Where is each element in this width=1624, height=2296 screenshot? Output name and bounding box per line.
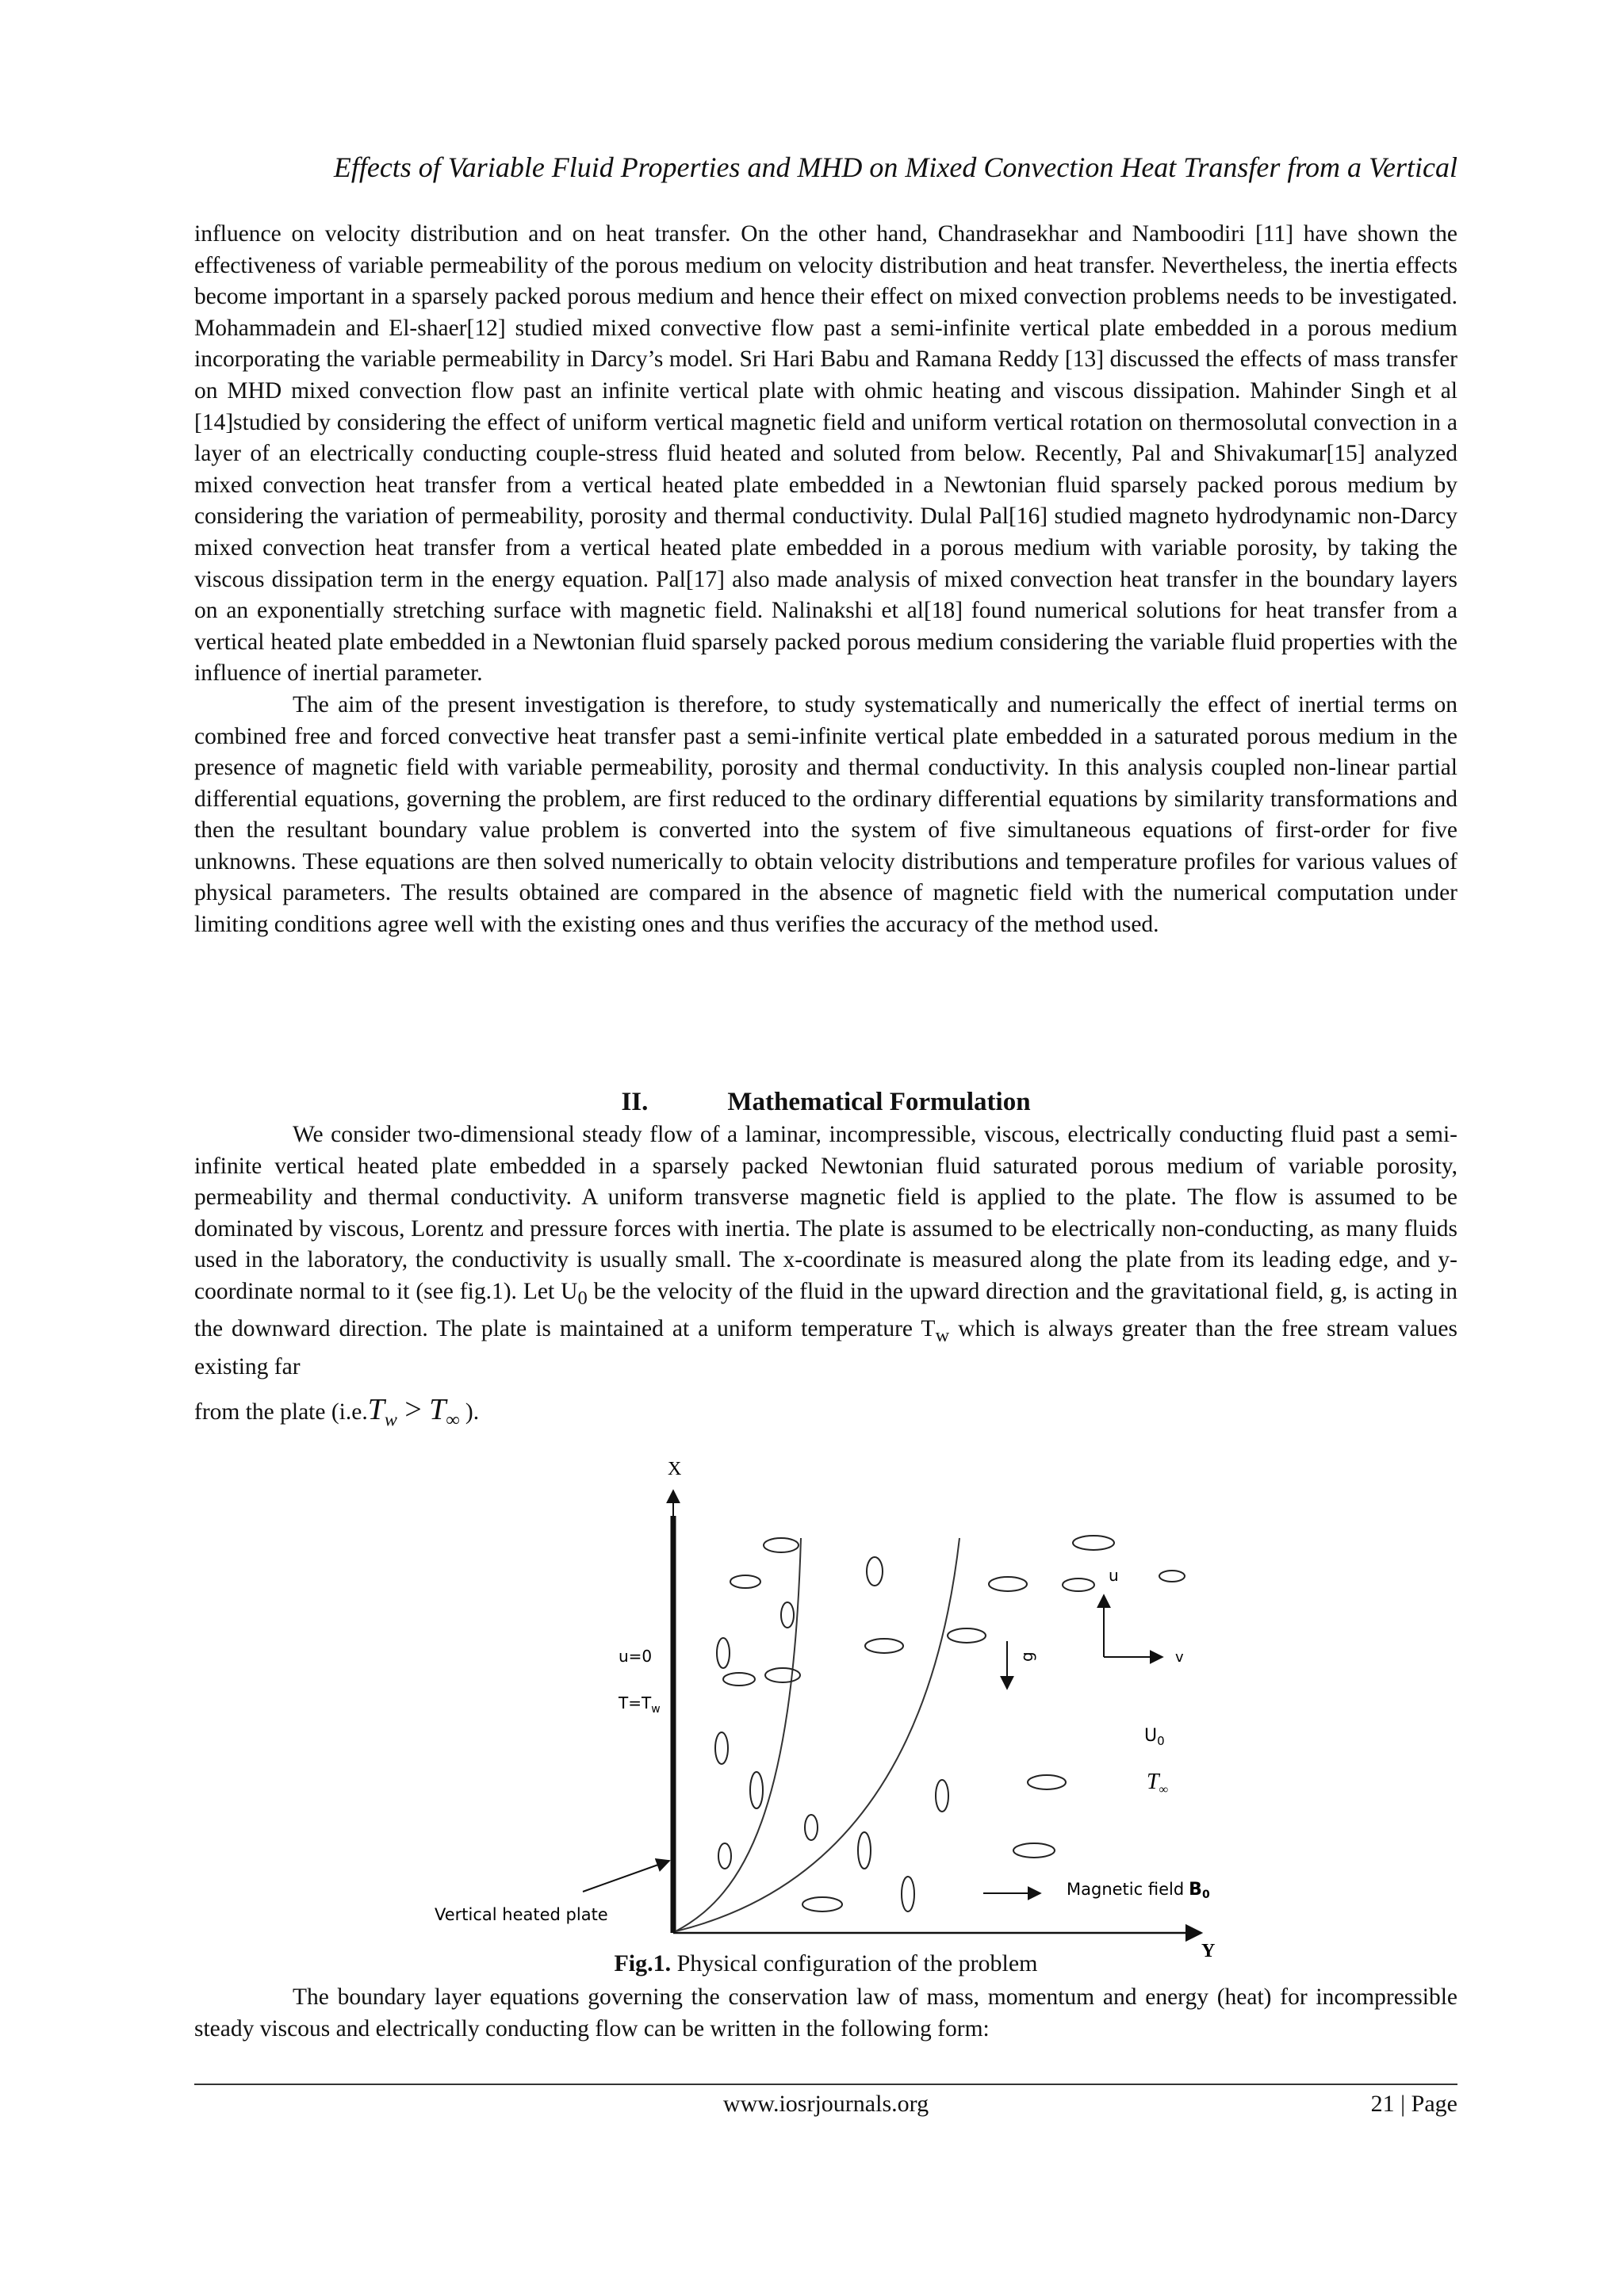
u-label: u [1109,1566,1119,1585]
paragraph-literature-review: influence on velocity distribution and on heat transfer. On the other hand, Chandrasekhar and Namboodiri [11] have shown the effectiveness of variable permeability of the porous medium on velocity distribution and heat transfer. Nevertheless, the inertia effects become important in a sparsely packed porous medium and hence their effect on mixed convection problems needs to be investigated. Mohammadein and El-shaer[12] studied mixed convective flow past a semi-infinite vertical plate embedded in a porous medium incorporating the variable permeability in Darcy’s model. Sri Hari Babu and Ramana Reddy [13] discussed the effects of mass transfer on MHD mixed convection flow past an infinite vertical plate with ohmic heating and viscous dissipation. Mahinder Singh et al [14]studied by considering the effect of uniform vertical magnetic field and uniform vertical rotation on thermosolutal convection in a layer of an electrically conducting couple-stress fluid heated and soluted from below. Recently, Pal and Shivakumar[15] analyzed mixed convection heat transfer from a vertical heated plate embedded in a Newtonian fluid sparsely packed porous medium by considering the variation of permeability, porosity and thermal conductivity. Dulal Pal[16] studied magneto hydrodynamic non-Darcy mixed convection heat transfer from a vertical heated plate embedded in a porous medium with variable porosity, by taking the viscous dissipation term in the energy equation. Pal[17] also made analysis of mixed convection heat transfer in the boundary layers on an exponentially stretching surface with magnetic field. Nalinakshi et al[18] found numerical solutions for heat transfer from a vertical heated plate embedded in a Newtonian fluid sparsely packed porous medium considering the variable fluid properties with the influence of inertial parameter. [194,221,1457,687]
x-axis-label: X [668,1459,682,1479]
wall-temperature-label: $T=T_w$ [619,1693,661,1716]
y-axis-label: Y [1201,1941,1216,1961]
u0-label: $U_0$ [1144,1726,1165,1748]
t-infinity-label: $T_\infty$ [1147,1770,1168,1797]
caption-label: Fig.1. [614,1950,672,1976]
inequality-math: $T_w > T_\infty$ [367,1392,460,1431]
plate-label: Vertical heated plate [435,1905,608,1924]
paragraph-equations-intro: The boundary layer equations governing the conservation law of mass, momentum and energy (heat) for incompressible steady viscous and electrically conducting flow can be written in the following form: [194,1984,1457,2042]
page-number: 21 | Page [1370,2091,1457,2117]
equations-intro-text [194,1982,1457,2045]
figure-caption [194,1950,1457,1977]
journal-url: www.iosrjournals.org [722,2091,929,2117]
plate-pointer-arrow [583,1861,669,1892]
footer-divider [194,2084,1457,2085]
wall-velocity-label: u=0 [619,1647,653,1666]
velocity-boundary-layer-curve [676,1538,801,1931]
gravity-label: g [1017,1651,1036,1662]
section-title: Mathematical Formulation [727,1088,1031,1116]
paragraph-aim: The aim of the present investigation is therefore, to study systematically and numerically the effect of inertial terms on combined free and forced convective heat transfer past a semi-infinite vertical plate embedded in a saturated porous medium in the presence of magnetic field with variable permeability, porosity and thermal conductivity. In this analysis coupled non-linear partial differential equations, governing the problem, are first reduced to the ordinary differential equations by similarity transformations and then the resultant boundary value problem is converted into the system of five simultaneous equations of first-order for five unknowns. These equations are then solved numerically to obtain velocity distributions and temperature profiles for various values of physical parameters. The results obtained are compared in the absence of magnetic field with the numerical computation under limiting conditions agree well with the existing ones and thus verifies the accuracy of the method used. [194,691,1457,938]
caption-text: Physical configuration of the problem [671,1950,1038,1976]
magnetic-field-label: Magnetic field B0 [1067,1880,1210,1901]
paragraph-formulation-end: from the plate ($i.e.T_w > T_\infty$ ). [194,1392,480,1431]
paragraph-formulation: We consider two-dimensional steady flow of a laminar, incompressible, viscous, electrically conducting fluid past a semi-infinite vertical heated plate embedded in a sparsely packed Newtonian fluid saturated porous medium of variable porosity, permeability and thermal conductivity. A uniform transverse magnetic field is applied to the plate. The flow is assumed to be dominated by viscous, Lorentz and pressure forces with inertia. The plate is assumed to be electrically non-conducting, as many fluids used in the laboratory, the conductivity is usually small. The x-coordinate is measured along the plate from its leading edge, and y-coordinate normal to it (see fig.1). Let $U_0$ be the velocity of the fluid in the upward direction and the gravitational field, g, is acting in the downward direction. The plate is maintained at a uniform temperature $T_w$ which is always greater than the free stream values existing far [194,1122,1457,1380]
running-header: Effects of Variable Fluid Properties and MHD on Mixed Convection Heat Transfer from a Vertical [333,151,1457,183]
v-label: v [1175,1649,1184,1666]
section-number: II. [621,1088,649,1116]
